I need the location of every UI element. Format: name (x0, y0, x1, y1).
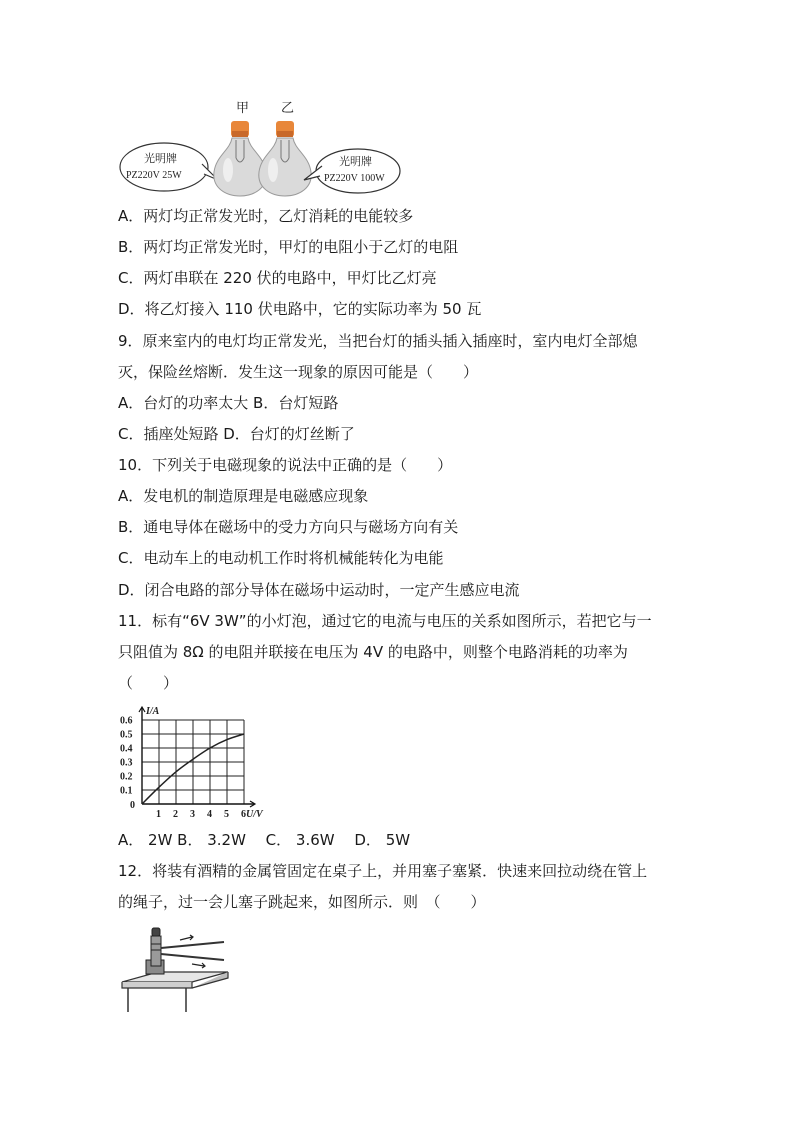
q8-option-b: B．两灯均正常发光时，甲灯的电阻小于乙灯的电阻 (118, 238, 459, 256)
q8-option-a: A．两灯均正常发光时，乙灯消耗的电能较多 (118, 207, 414, 225)
q12-stem-line2: 的绳子，过一会儿塞子跳起来，如图所示．则 （ ） (118, 893, 486, 911)
q10-option-b: B．通电导体在磁场中的受力方向只与磁场方向有关 (118, 518, 459, 536)
q9-stem-line1: 9．原来室内的电灯均正常发光，当把台灯的插头插入插座时，室内电灯全部熄 (118, 332, 638, 350)
left-bubble-spec: PZ220V 25W (126, 170, 182, 181)
y-tick-label: 0.5 (120, 729, 133, 741)
q11-stem-line2: 只阻值为 8Ω 的电阻并联接在电压为 4V 的电路中，则整个电路消耗的功率为 (118, 643, 628, 661)
chart-origin-label: 0 (130, 800, 135, 811)
chart-grid (142, 720, 244, 804)
y-tick-label: 0.3 (120, 757, 133, 769)
q11-stem-line3: （ ） (118, 674, 179, 692)
q10-option-d: D．闭合电路的部分导体在磁场中运动时，一定产生感应电流 (118, 581, 520, 599)
bulb-yi (259, 121, 311, 196)
right-bubble-spec: PZ220V 100W (324, 173, 385, 184)
chart-x-ticks (156, 809, 246, 820)
iu-chart (118, 702, 278, 824)
q9-stem-line2: 灭，保险丝熔断．发生这一现象的原因可能是（ ） (118, 363, 479, 381)
x-tick-label: 1 (156, 809, 161, 820)
metal-tube (151, 928, 161, 966)
y-tick-label: 0.1 (120, 785, 133, 797)
q8-option-d: D．将乙灯接入 110 伏电路中，它的实际功率为 50 瓦 (118, 300, 482, 318)
bulb-figure (118, 96, 408, 198)
y-tick-label: 0.2 (120, 771, 133, 783)
table (122, 972, 228, 1012)
left-speech-bubble (120, 143, 218, 191)
q9-options-line2: C．插座处短路 D．台灯的灯丝断了 (118, 425, 355, 443)
y-tick-label: 0.4 (120, 743, 133, 755)
right-bubble-brand: 光明牌 (339, 155, 372, 168)
bulb-jia (214, 121, 266, 196)
q11-options: A． 2W B． 3.2W C． 3.6W D． 5W (118, 831, 411, 849)
q10-option-a: A．发电机的制造原理是电磁感应现象 (118, 487, 369, 505)
x-tick-label: 5 (224, 809, 229, 820)
chart-x-axis-label: U/V (246, 809, 263, 820)
x-tick-label: 2 (173, 809, 178, 820)
rope (161, 935, 224, 968)
y-tick-label: 0.6 (120, 715, 133, 727)
q12-stem-line1: 12．将装有酒精的金属管固定在桌子上，并用塞子塞紧．快速来回拉动绕在管上 (118, 862, 648, 880)
left-bubble-brand: 光明牌 (144, 152, 177, 165)
tube-figure (118, 922, 238, 1014)
bulb-label-jia: 甲 (236, 101, 250, 116)
q10-stem: 10．下列关于电磁现象的说法中正确的是（ ） (118, 456, 453, 474)
q9-options-line1: A．台灯的功率太大 B．台灯短路 (118, 394, 339, 412)
q8-option-c: C．两灯串联在 220 伏的电路中，甲灯比乙灯亮 (118, 269, 437, 287)
right-speech-bubble (304, 149, 400, 193)
chart-y-ticks (120, 716, 133, 797)
bulb-label-yi: 乙 (281, 101, 295, 116)
q11-stem-line1: 11．标有“6V 3W”的小灯泡，通过它的电流与电压的关系如图所示，若把它与一 (118, 612, 652, 630)
chart-y-axis-label: I/A (146, 706, 160, 717)
x-tick-label: 4 (207, 809, 212, 820)
x-tick-label: 3 (190, 809, 195, 820)
q10-option-c: C．电动车上的电动机工作时将机械能转化为电能 (118, 549, 444, 567)
x-tick-label: 6 (241, 809, 246, 820)
